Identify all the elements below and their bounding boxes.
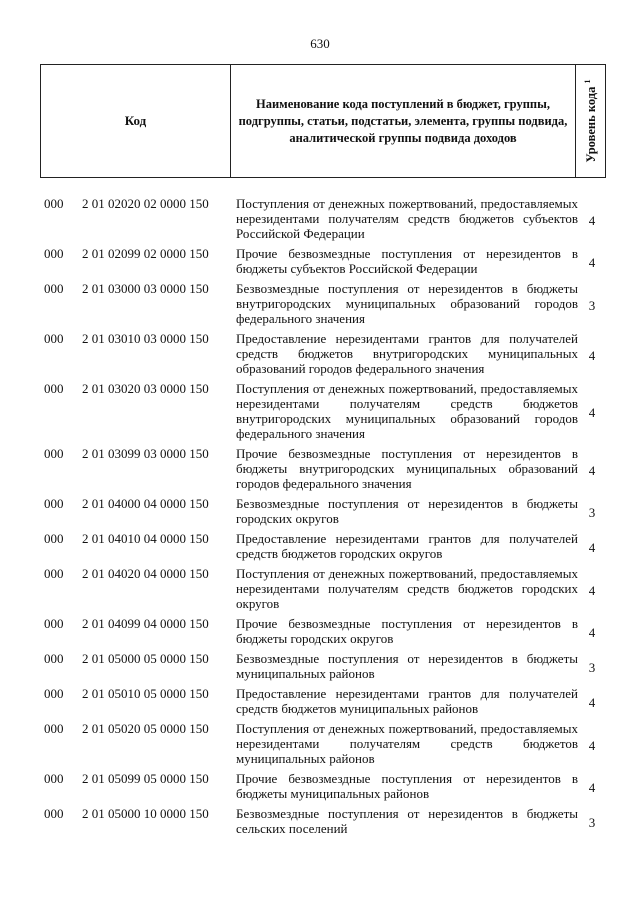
row-level: 4 [588, 582, 596, 598]
row-code: 2 01 02020 02 0000 150 [82, 196, 209, 211]
row-level: 3 [588, 297, 596, 313]
row-level: 4 [588, 625, 596, 640]
table-row [40, 281, 606, 326]
row-level: 3 [588, 505, 596, 520]
row-level: 4 [588, 737, 596, 753]
row-level: 4 [588, 780, 596, 795]
table-row [40, 721, 606, 766]
row-level: 4 [588, 255, 596, 270]
row-name: Безвозмездные поступления от нерезидентов в бюджеты внутригородских муниципальных образований городов федерального значения [236, 281, 578, 326]
row-name: Предоставление нерезидентами грантов для получателей средств бюджетов муниципальных районов [236, 686, 578, 716]
row-level: 4 [588, 347, 596, 363]
row-prefix: 000 [44, 246, 64, 261]
table-row [40, 496, 606, 526]
row-prefix: 000 [44, 771, 64, 786]
row-name: Прочие безвозмездные поступления от нерезидентов в бюджеты муниципальных районов [236, 771, 578, 801]
header-level-footnote: 1 [582, 79, 592, 84]
row-code: 2 01 03010 03 0000 150 [82, 331, 209, 346]
row-level: 4 [588, 540, 596, 555]
row-code: 2 01 03020 03 0000 150 [82, 381, 209, 396]
row-level: 4 [588, 405, 596, 420]
row-name: Прочие безвозмездные поступления от нерезидентов в бюджеты внутригородских муниципальных образований городов федерального значения [236, 446, 578, 491]
page-number: 630 [310, 36, 330, 51]
header-level-text: Уровень кода [583, 86, 598, 163]
row-name: Поступления от денежных пожертвований, предоставляемых нерезидентами получателям средств бюджетов внутригородских муниципальных образований городов федерального значения [236, 381, 578, 441]
row-prefix: 000 [44, 616, 64, 631]
table-row [40, 651, 606, 681]
table-body [40, 196, 606, 841]
header-name: Наименование кода поступлений в бюджет, группы, подгруппы, статьи, подстатьи, элемента, группы подвида, аналитической группы подвида доходов [231, 65, 576, 177]
table-row [40, 196, 606, 241]
table-row [40, 616, 606, 646]
table-row [40, 246, 606, 276]
row-level: 4 [588, 212, 596, 228]
row-code: 2 01 02099 02 0000 150 [82, 246, 209, 261]
row-name: Поступления от денежных пожертвований, предоставляемых нерезидентами получателям средств бюджетов субъектов Российской Федерации [236, 196, 578, 241]
header-code: Код [41, 65, 231, 177]
row-name: Безвозмездные поступления от нерезидентов в бюджеты сельских поселений [236, 806, 578, 836]
table-row [40, 331, 606, 376]
row-code: 2 01 04000 04 0000 150 [82, 496, 209, 511]
row-prefix: 000 [44, 566, 64, 581]
row-name: Поступления от денежных пожертвований, предоставляемых нерезидентами получателям средств бюджетов городских округов [236, 566, 578, 611]
row-code: 2 01 05000 05 0000 150 [82, 651, 209, 666]
row-prefix: 000 [44, 381, 64, 396]
row-level: 4 [588, 462, 596, 478]
table-header [40, 64, 606, 178]
row-code: 2 01 05020 05 0000 150 [82, 721, 209, 736]
row-name: Безвозмездные поступления от нерезидентов в бюджеты городских округов [236, 496, 578, 526]
row-prefix: 000 [44, 651, 64, 666]
row-prefix: 000 [44, 281, 64, 296]
row-prefix: 000 [44, 196, 64, 211]
table-row [40, 686, 606, 716]
row-name: Прочие безвозмездные поступления от нерезидентов в бюджеты субъектов Российской Федерации [236, 246, 578, 276]
row-level: 3 [588, 815, 596, 830]
table-row [40, 771, 606, 801]
table-row [40, 806, 606, 836]
row-code: 2 01 04099 04 0000 150 [82, 616, 209, 631]
table-row [40, 381, 606, 441]
table-row [40, 566, 606, 611]
row-prefix: 000 [44, 686, 64, 701]
row-code: 2 01 04020 04 0000 150 [82, 566, 209, 581]
table-row [40, 531, 606, 561]
row-prefix: 000 [44, 496, 64, 511]
row-code: 2 01 05000 10 0000 150 [82, 806, 209, 821]
row-name: Предоставление нерезидентами грантов для получателей средств бюджетов городских округов [236, 531, 578, 561]
row-prefix: 000 [44, 531, 64, 546]
row-name: Прочие безвозмездные поступления от нерезидентов в бюджеты городских округов [236, 616, 578, 646]
row-code: 2 01 05099 05 0000 150 [82, 771, 209, 786]
row-code: 2 01 05010 05 0000 150 [82, 686, 209, 701]
header-level-label [582, 80, 598, 163]
row-name: Предоставление нерезидентами грантов для получателей средств бюджетов внутригородских муниципальных образований городов федерального значения [236, 331, 578, 376]
row-code: 2 01 04010 04 0000 150 [82, 531, 209, 546]
table-row [40, 446, 606, 491]
row-prefix: 000 [44, 806, 64, 821]
row-prefix: 000 [44, 446, 64, 461]
row-name: Поступления от денежных пожертвований, предоставляемых нерезидентами получателям средств бюджетов муниципальных районов [236, 721, 578, 766]
row-name: Безвозмездные поступления от нерезидентов в бюджеты муниципальных районов [236, 651, 578, 681]
row-code: 2 01 03099 03 0000 150 [82, 446, 209, 461]
row-level: 4 [588, 695, 596, 710]
row-code: 2 01 03000 03 0000 150 [82, 281, 209, 296]
row-prefix: 000 [44, 331, 64, 346]
row-level: 3 [588, 660, 596, 675]
header-level [576, 65, 605, 177]
row-prefix: 000 [44, 721, 64, 736]
